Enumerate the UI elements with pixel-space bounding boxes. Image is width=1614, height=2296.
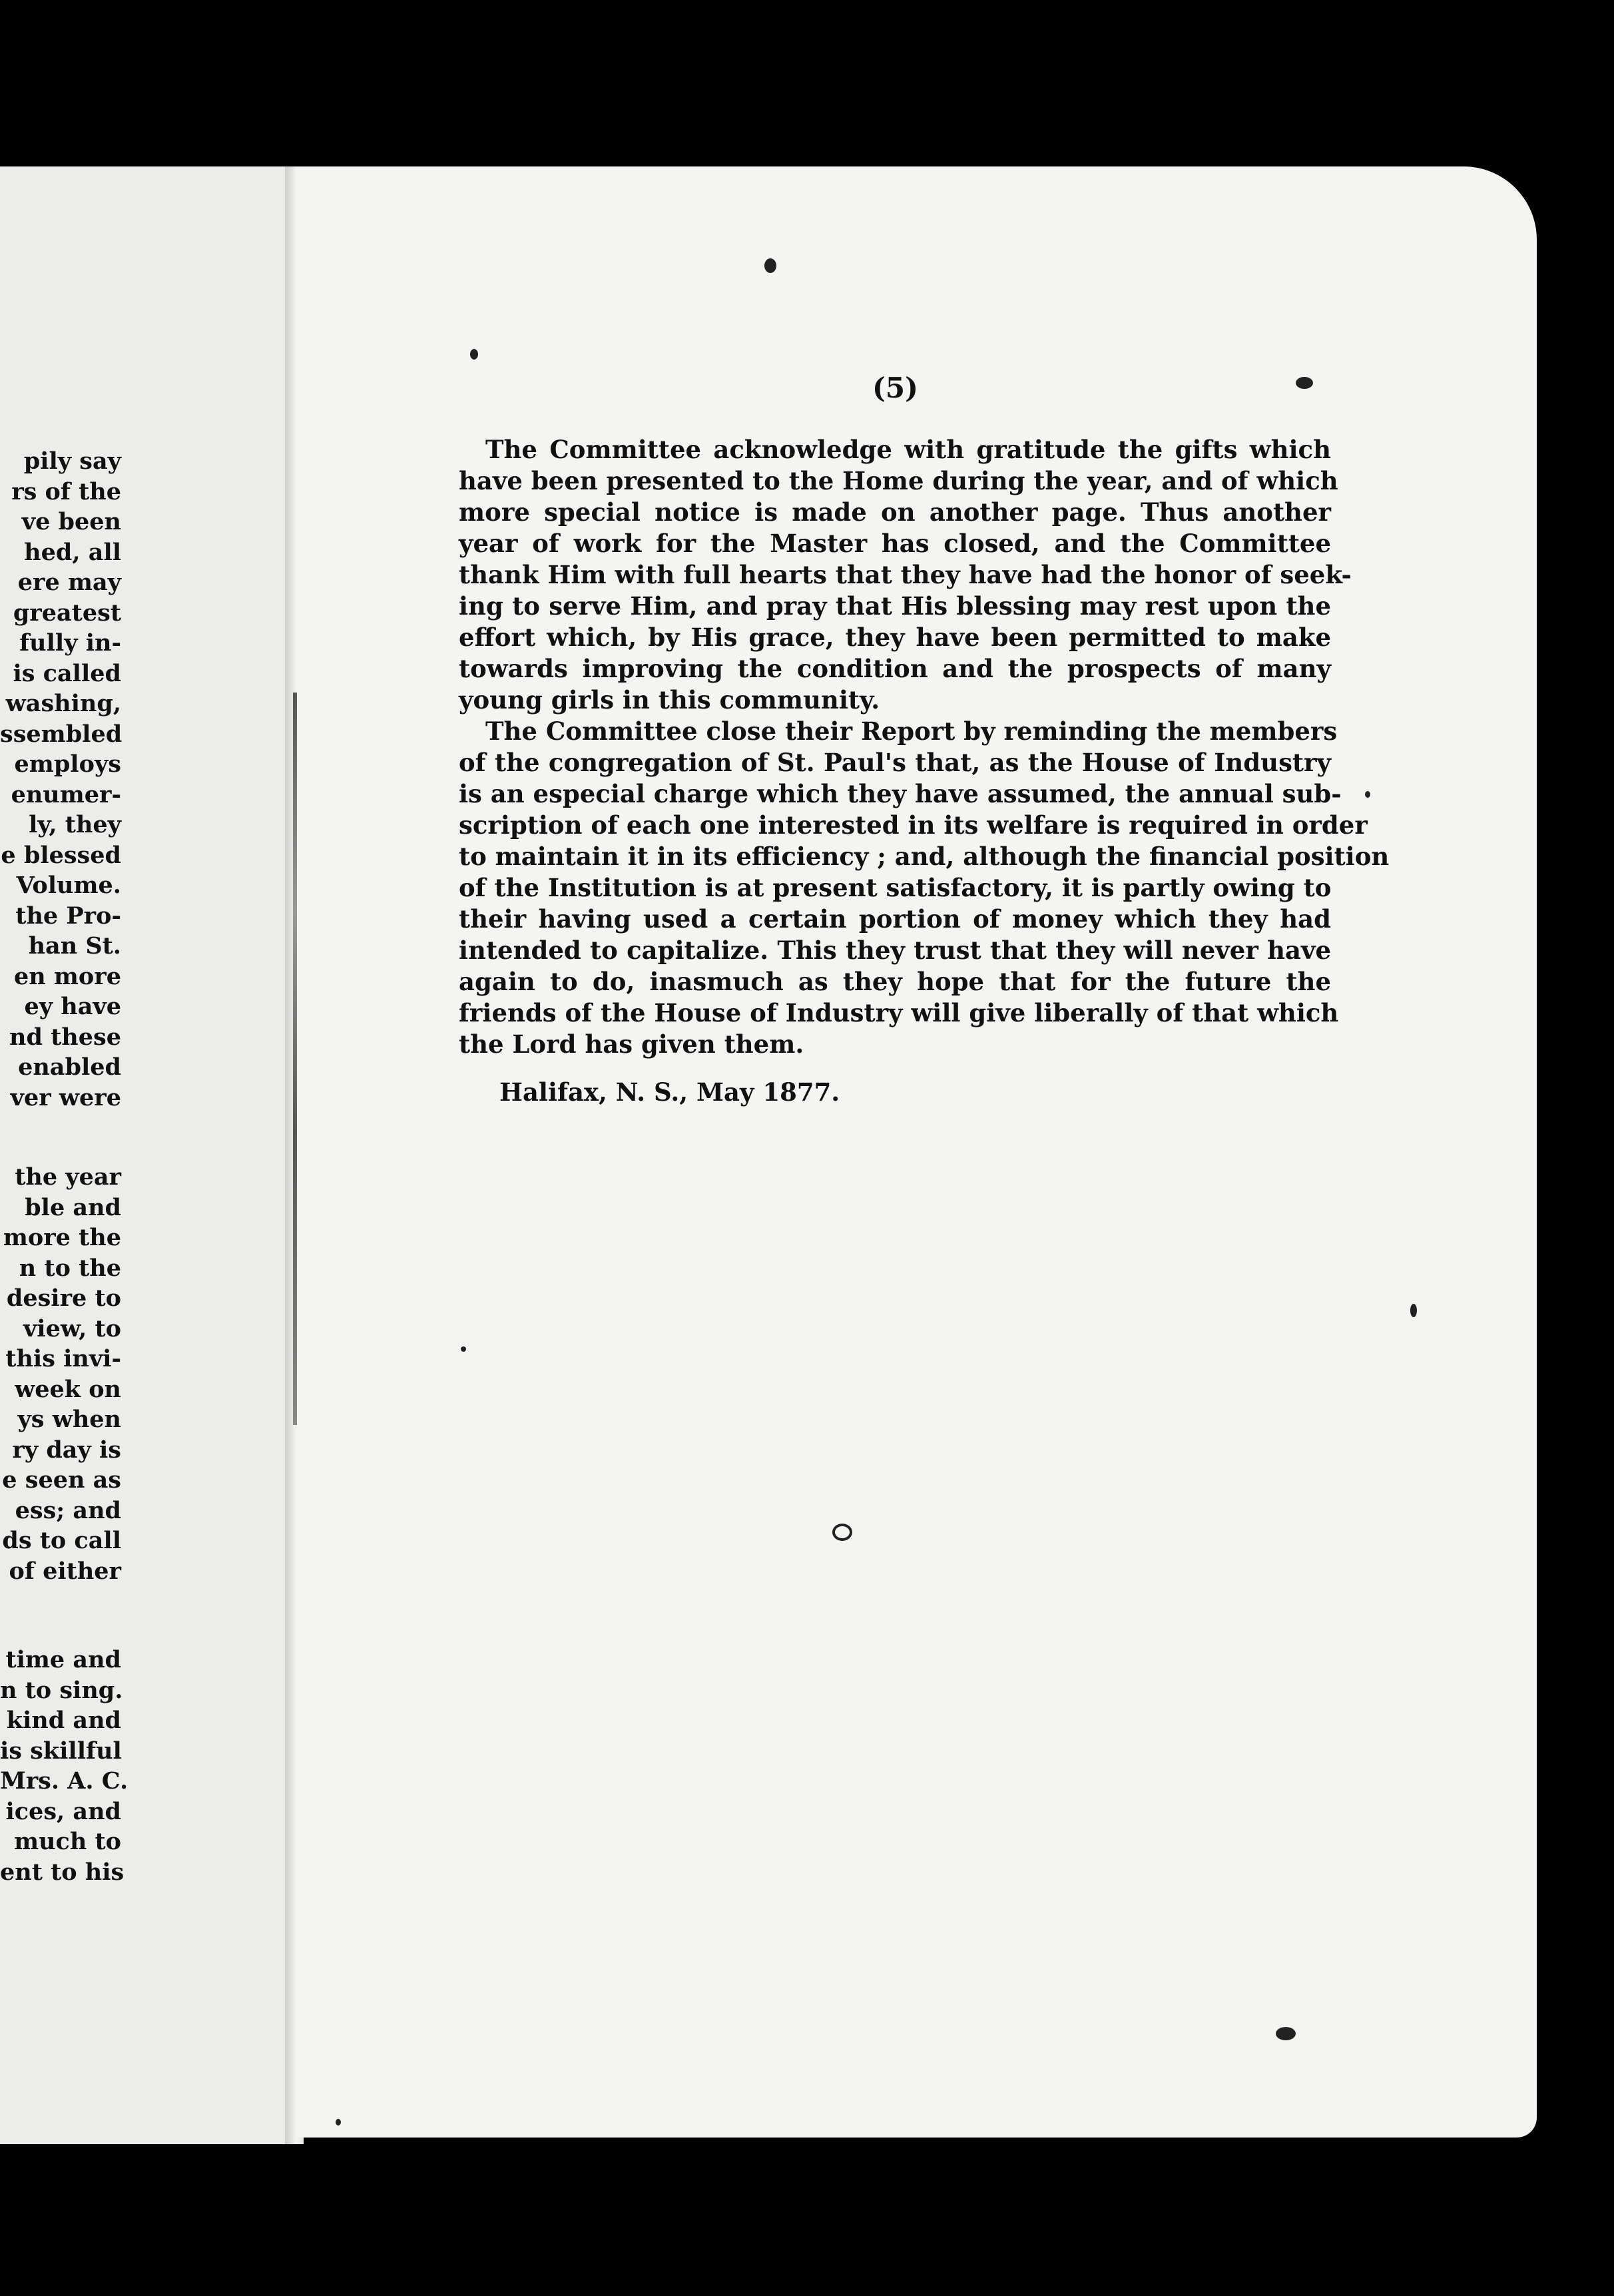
text-line: n to sing.	[0, 1676, 123, 1704]
dust-speck	[1296, 377, 1313, 389]
text-line: ver were	[10, 1083, 121, 1111]
text-line: e blessed	[1, 841, 121, 869]
text-line: their having used a certain portion of money which they had	[459, 904, 1331, 934]
text-line: time and	[5, 1646, 121, 1673]
text-line: week on	[15, 1375, 121, 1403]
text-line: en more	[14, 962, 121, 990]
previous-page	[0, 166, 293, 2144]
text-line: The Committee acknowledge with gratitude the gifts which	[485, 435, 1331, 464]
text-line: fully in-	[19, 629, 121, 657]
previous-page-text-block-b	[0, 1162, 121, 1586]
text-line: ent to his	[0, 1858, 125, 1886]
text-line: ds to call	[2, 1527, 121, 1554]
text-line: Mrs. A. C.	[0, 1767, 129, 1795]
text-line: scription of each one interested in its welfare is required in order	[459, 810, 1368, 840]
text-line: rs of the	[11, 477, 121, 505]
text-line: is called	[13, 659, 121, 687]
text-line: ys when	[17, 1406, 121, 1433]
text-line: to maintain it in its efficiency ; and, although the financial position	[459, 842, 1390, 871]
text-line: ess; and	[15, 1496, 121, 1524]
dust-speck	[336, 2119, 341, 2126]
text-line: pily say	[23, 447, 121, 475]
text-line: young girls in this community.	[459, 685, 880, 715]
text-line: of the congregation of St. Paul's that, as the House of Industry	[459, 748, 1331, 777]
text-line: ly, they	[29, 811, 121, 838]
text-line: ssembled	[0, 720, 123, 748]
text-line: hed, all	[24, 538, 121, 566]
previous-page-text-block-a	[0, 446, 121, 1113]
text-line: have been presented to the Home during the year, and of which	[459, 466, 1338, 495]
place-and-date: Halifax, N. S., May 1877.	[499, 1077, 840, 1107]
text-line: enumer-	[11, 780, 121, 808]
paragraph-1	[459, 434, 1352, 716]
text-line: ere may	[17, 569, 121, 596]
text-line: washing,	[5, 690, 121, 717]
text-line: thank Him with full hearts that they have had the honor of seek-	[459, 560, 1352, 589]
dust-speck	[461, 1346, 466, 1352]
text-line: much to	[14, 1828, 121, 1855]
text-line: e seen as	[2, 1466, 121, 1494]
text-line: view, to	[23, 1314, 121, 1342]
text-line: employs	[14, 750, 121, 778]
text-line: desire to	[6, 1285, 121, 1312]
paragraph-2	[459, 716, 1390, 1060]
text-line: this invi-	[5, 1345, 121, 1372]
text-line: effort which, by His grace, they have been permitted to make	[459, 623, 1331, 652]
text-line: han St.	[28, 932, 121, 960]
text-line: Volume.	[16, 872, 121, 899]
text-line: ey have	[24, 993, 121, 1020]
dust-speck	[764, 258, 776, 273]
report-body	[459, 434, 1390, 1060]
text-line: intended to capitalize. This they trust that they will never have	[459, 936, 1331, 965]
text-line: more special notice is made on another page. Thus another	[459, 497, 1331, 527]
text-line: ing to serve Him, and pray that His blessing may rest upon the	[459, 591, 1331, 621]
text-line: of either	[9, 1557, 121, 1585]
text-line: ble and	[25, 1193, 121, 1221]
dust-speck	[470, 349, 478, 360]
previous-page-text-block-c	[0, 1645, 129, 1887]
text-line: of the Institution is at present satisfactory, it is partly owing to	[459, 873, 1332, 902]
text-line: ve been	[21, 508, 121, 535]
text-line: nd these	[9, 1023, 121, 1051]
text-line: is an especial charge which they have assumed, the annual sub-	[459, 779, 1342, 808]
text-line: the Pro-	[15, 902, 121, 930]
text-line: towards improving the condition and the prospects of many	[459, 654, 1331, 683]
text-line: ry day is	[12, 1436, 121, 1464]
text-line: The Committee close their Report by reminding the members	[485, 717, 1338, 746]
text-line: friends of the House of Industry will give liberally of that which	[459, 998, 1339, 1027]
dust-speck	[832, 1524, 852, 1541]
text-line: the year	[15, 1163, 121, 1191]
text-line: is skillful	[0, 1737, 122, 1765]
text-line: kind and	[6, 1707, 121, 1734]
dust-speck	[1276, 2027, 1296, 2040]
text-line: n to the	[19, 1254, 121, 1282]
text-line: greatest	[13, 599, 121, 627]
text-line: ices, and	[5, 1797, 121, 1825]
text-line: year of work for the Master has closed, and the Committee	[459, 529, 1331, 558]
dust-speck	[1410, 1304, 1417, 1317]
page-number: (5)	[872, 372, 918, 404]
dust-speck	[1365, 791, 1370, 798]
text-line: the Lord has given them.	[459, 1029, 804, 1059]
text-line: enabled	[18, 1053, 121, 1081]
text-line: again to do, inasmuch as they hope that for the future the	[459, 967, 1331, 996]
text-line: more the	[3, 1224, 121, 1251]
